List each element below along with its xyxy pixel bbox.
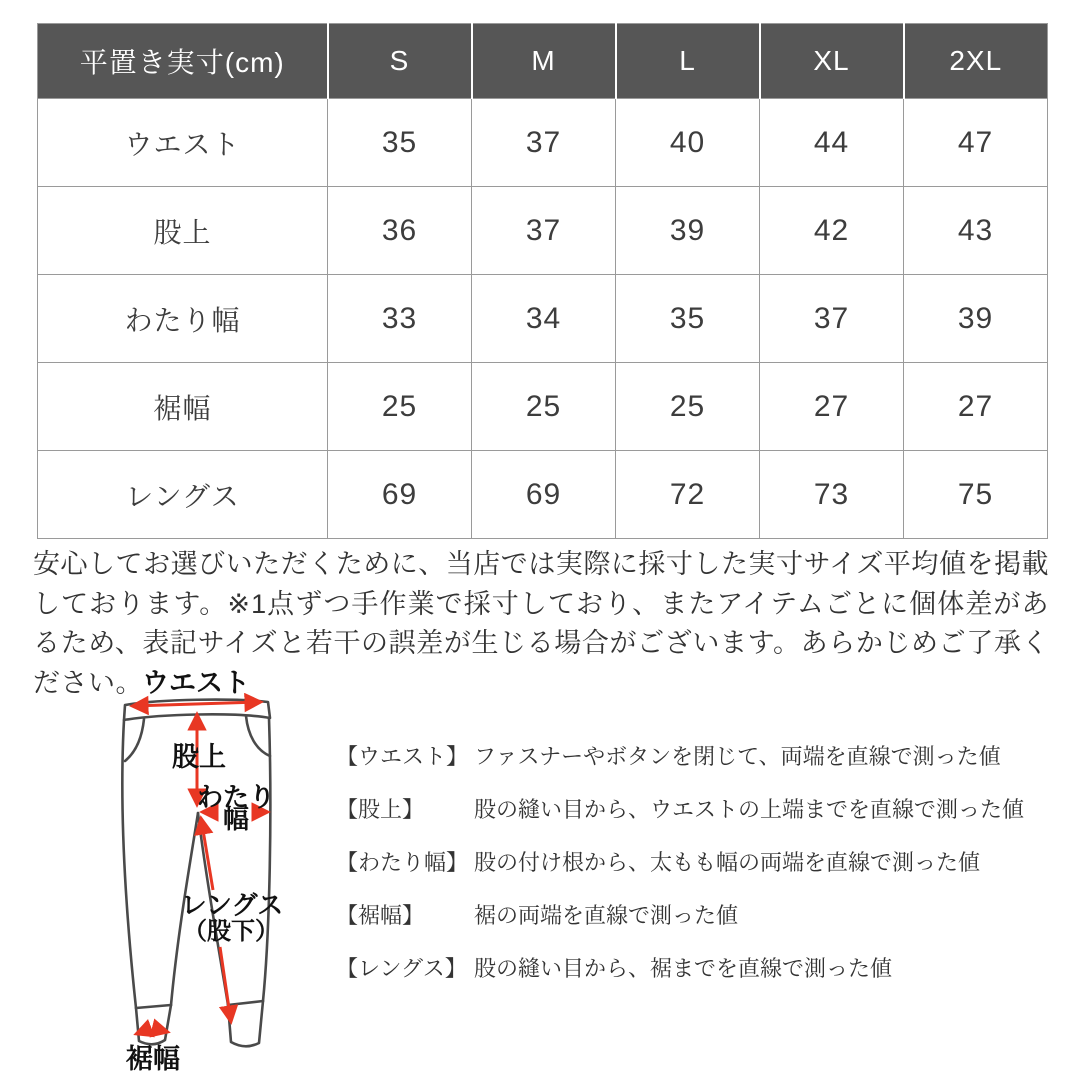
- definition-row-length: [336, 941, 1048, 994]
- left-cuff-top: [136, 1005, 171, 1008]
- length-arrow-lower: [220, 947, 231, 1022]
- hem-label: 裾幅: [126, 1044, 180, 1074]
- table-cell: 42: [760, 187, 904, 275]
- table-cell: 25: [616, 363, 760, 451]
- right-outer-seam: [263, 718, 270, 1001]
- table-cell: 25: [472, 363, 616, 451]
- table-cell: 35: [616, 275, 760, 363]
- waist-label: ウエスト: [142, 668, 250, 698]
- table-cell: 43: [904, 187, 1048, 275]
- table-cell: 47: [904, 99, 1048, 187]
- measurement-notice: 安心してお選びいただくために、当店では実際に採寸した実寸サイズ平均値を掲載しております。※1点ずつ手作業で採寸しており、またアイテムごとに個体差があるため、表記サイズと若干の誤差が生じる場合がございます。あらかじめご了承ください。: [33, 549, 1049, 698]
- table-cell: 40: [616, 99, 760, 187]
- left-cuff: [136, 1005, 171, 1044]
- table-row-thigh: [38, 275, 1048, 363]
- table-cell: 35: [328, 99, 472, 187]
- column-header-s: S: [328, 24, 472, 99]
- table-cell: 36: [328, 187, 472, 275]
- table-cell: 75: [904, 451, 1048, 539]
- column-header-measure: 平置き実寸(cm): [38, 24, 328, 99]
- pants-measurement-diagram: [40, 655, 360, 1080]
- table-cell: 39: [904, 275, 1048, 363]
- column-header-xl: XL: [760, 24, 904, 99]
- length-label-line2: （股下）: [183, 918, 279, 945]
- row-label: わたり幅: [38, 275, 328, 363]
- definition-row-thigh: [336, 835, 1048, 888]
- row-label: ウエスト: [38, 99, 328, 187]
- hem-arrow: [136, 1030, 168, 1034]
- table-row-hem: [38, 363, 1048, 451]
- table-cell: 69: [472, 451, 616, 539]
- definition-term: 【ウエスト】: [336, 744, 469, 769]
- length-label-line1: レングス: [180, 890, 284, 920]
- definition-description: 裾の両端を直線で測った値: [474, 903, 739, 928]
- definition-row-waist: [336, 729, 1048, 782]
- definition-row-rise: [336, 782, 1048, 835]
- row-label: 裾幅: [38, 363, 328, 451]
- table-cell: 37: [472, 99, 616, 187]
- column-header-l: L: [616, 24, 760, 99]
- definition-term: 【裾幅】: [336, 903, 425, 928]
- table-header-row: [38, 24, 1048, 99]
- row-label: 股上: [38, 187, 328, 275]
- table-row-length: [38, 451, 1048, 539]
- definition-row-hem: [336, 888, 1048, 941]
- definition-description: 股の付け根から、太もも幅の両端を直線で測った値: [474, 850, 981, 875]
- table-row-waist: [38, 99, 1048, 187]
- definition-term: 【レングス】: [336, 956, 467, 981]
- table-cell: 39: [616, 187, 760, 275]
- definition-term: 【わたり幅】: [336, 850, 469, 875]
- size-table: [37, 23, 1048, 539]
- table-cell: 27: [760, 363, 904, 451]
- left-outer-seam: [122, 720, 136, 1008]
- table-row-rise: [38, 187, 1048, 275]
- measurement-definitions: [336, 729, 1048, 994]
- thigh-label-line2: 幅: [222, 804, 250, 834]
- right-cuff-top: [228, 1001, 263, 1005]
- definition-description: ファスナーやボタンを閉じて、両端を直線で測った値: [474, 744, 1001, 769]
- table-cell: 73: [760, 451, 904, 539]
- column-header-m: M: [472, 24, 616, 99]
- table-cell: 27: [904, 363, 1048, 451]
- rise-label: 股上: [172, 742, 226, 772]
- table-cell: 25: [328, 363, 472, 451]
- table-cell: 34: [472, 275, 616, 363]
- right-pocket: [246, 716, 270, 756]
- left-pocket: [125, 719, 144, 761]
- definition-description: 股の縫い目から、裾までを直線で測った値: [474, 956, 893, 981]
- table-cell: 37: [760, 275, 904, 363]
- table-cell: 72: [616, 451, 760, 539]
- row-label: レングス: [38, 451, 328, 539]
- table-cell: 44: [760, 99, 904, 187]
- table-cell: 33: [328, 275, 472, 363]
- column-header-2xl: 2XL: [904, 24, 1048, 99]
- thigh-label-line1: わたり: [196, 782, 276, 812]
- table-cell: 37: [472, 187, 616, 275]
- right-cuff: [228, 1001, 263, 1046]
- table-cell: 69: [328, 451, 472, 539]
- definition-term: 【股上】: [336, 797, 425, 822]
- definition-description: 股の縫い目から、ウエストの上端までを直線で測った値: [474, 797, 1025, 822]
